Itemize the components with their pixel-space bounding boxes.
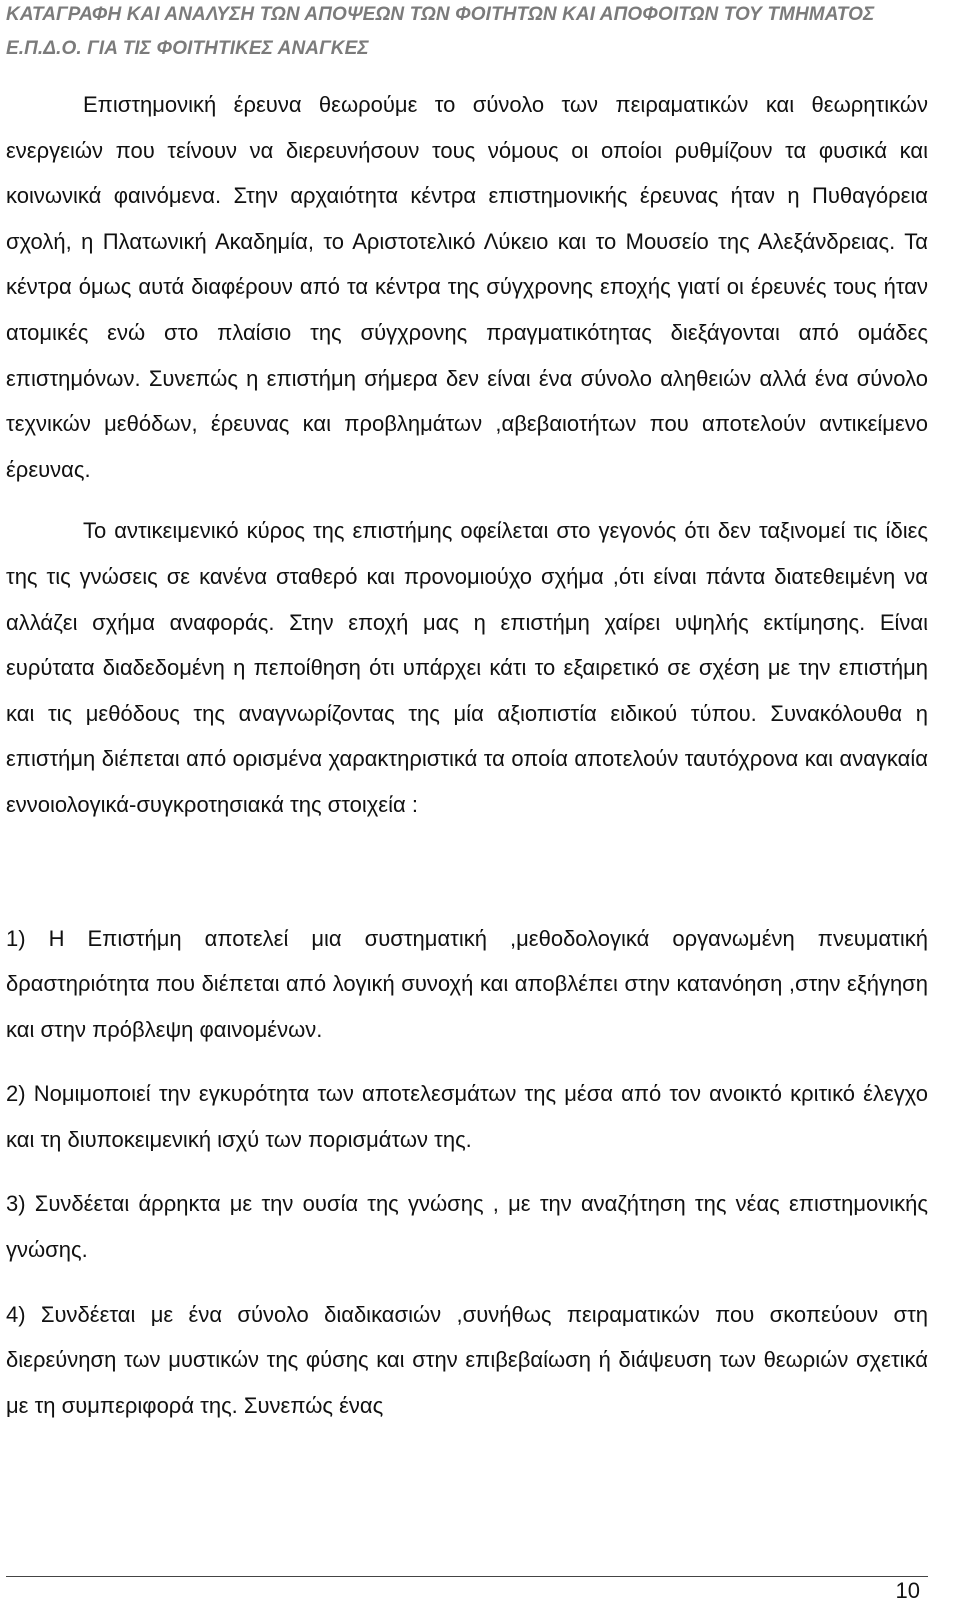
list-item: 2) Νομιμοποιεί την εγκυρότητα των αποτελεσμάτων της μέσα από τον ανοικτό κριτικό έλεγχο και τη διυποκειμενική ισχύ των πορισμάτων της. [6, 1081, 928, 1152]
paragraph: Το αντικειμενικό κύρος της επιστήμης οφείλεται στο γεγονός ότι δεν ταξινομεί τις ίδιες της τις γνώσεις σε κανένα σταθερό και προνομιούχο σχήμα ,ότι είναι πάντα διατεθειμένη να αλλάζει σχήμα αναφοράς. Στην εποχή μας η επιστήμη χαίρει υψηλής εκτίμησης. Είναι ευρύτατα διαδεδομένη η πεποίθηση ότι υπάρχει κάτι το εξαιρετικό σε σχέση με την επιστήμη και τις μεθόδους της αναγνωρίζοντας της μία αξιοπιστία ειδικού τύπου. Συνακόλουθα η επιστήμη διέπεται από ορισμένα χαρακτηριστικά τα οποία αποτελούν ταυτόχρονα και αναγκαία εννοιολογικά-συγκροτησιακά της στοιχεία : [6, 518, 928, 817]
header-line-1: ΚΑΤΑΓΡΑΦΗ ΚΑΙ ΑΝΑΛΥΣΗ ΤΩΝ ΑΠΟΨΕΩΝ ΤΩΝ ΦΟΙΤΗΤΩΝ ΚΑΙ ΑΠΟΦΟΙΤΩΝ ΤΟΥ ΤΜΗΜΑΤΟΣ [6, 4, 875, 25]
header-line-2: Ε.Π.Δ.Ο. ΓΙΑ ΤΙΣ ΦΟΙΤΗΤΙΚΕΣ ΑΝΑΓΚΕΣ [6, 38, 369, 59]
list-item: 4) Συνδέεται με ένα σύνολο διαδικασιών ,συνήθως πειραματικών που σκοπεύουν στη διερεύνηση των μυστικών της φύσης και στην επιβεβαίωση ή διάψευση των θεωριών σχετικά με τη συμπεριφορά της. Συνεπώς ένας [6, 1301, 928, 1418]
list-item: 3) Συνδέεται άρρηκτα με την ουσία της γνώσης , με την αναζήτηση της νέας επιστημονικής γνώσης. [6, 1191, 928, 1263]
body-text [6, 82, 928, 1428]
list-item: 1) Η Επιστήμη αποτελεί μια συστηματική ,μεθοδολογικά οργανωμένη πνευματική δραστηριότητα που διέπεται από λογική συνοχή και αποβλέπει στην κατανόηση ,στην εξήγηση και στην πρόβλεψη φαινομένων. [6, 925, 928, 1042]
footer-divider [6, 1576, 928, 1577]
running-header [6, 0, 926, 66]
paragraph: Επιστημονική έρευνα θεωρούμε το σύνολο των πειραματικών και θεωρητικών ενεργειών που τείνουν να διερευνήσουν τους νόμους οι οποίοι ρυθμίζουν τα φυσικά και κοινωνικά φαινόμενα. Στην αρχαιότητα κέντρα επιστημονικής έρευνας ήταν η Πυθαγόρεια σχολή, η Πλατωνική Ακαδημία, το Αριστοτελικό Λύκειο και το Μουσείο της Αλεξάνδρειας. Τα κέντρα όμως αυτά διαφέρουν από τα κέντρα της σύγχρονης εποχής γιατί οι έρευνές τους ήταν ατομικές ενώ στο πλαίσιο της σύγχρονης πραγματικότητας διεξάγονται από ομάδες επιστημόνων. Συνεπώς η επιστήμη σήμερα δεν είναι ένα σύνολο αληθειών αλλά ένα σύνολο τεχνικών μεθόδων, έρευνας και προβλημάτων ,αβεβαιοτήτων που αποτελούν αντικείμενο έρευνας. [6, 92, 928, 482]
page-number: 10 [895, 1578, 920, 1603]
